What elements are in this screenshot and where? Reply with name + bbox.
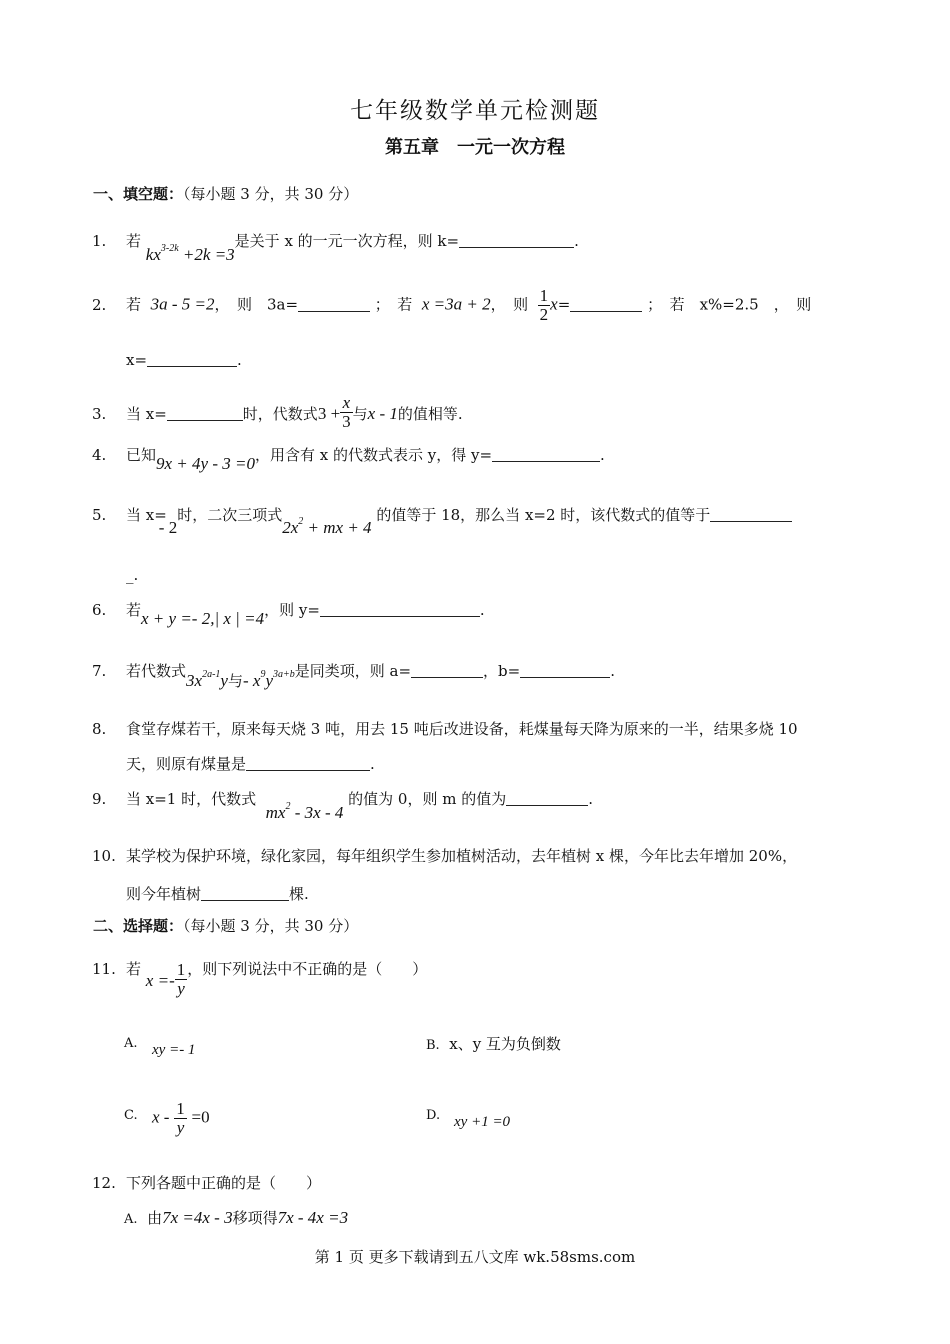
question-text: ，b= [483,662,521,680]
answer-blank[interactable] [411,663,483,678]
option-label: D. [426,1108,441,1123]
question-6 [92,599,485,628]
fraction-denominator: y [176,1118,185,1137]
option-d[interactable] [426,1105,440,1123]
question-8-line2 [126,753,375,774]
question-text: = [557,295,571,314]
math-expr: x =3a + 2 [421,294,491,314]
question-text: ， 则 3a= [214,295,299,314]
question-text: . [600,446,605,464]
math-term: + mx + 4 [307,518,372,537]
question-3 [92,394,463,431]
question-7 [92,659,615,690]
question-text: 若代数式 [126,662,187,680]
option-d-text: xy +1 =0 [454,1114,511,1130]
math-expr: x - [152,1107,170,1127]
question-number: 4. [92,446,107,464]
question-text: 的值相等. [397,405,463,423]
math-expr: 3 + [317,404,341,423]
question-text: . [610,662,615,680]
question-5-line2 [126,566,138,584]
math-term: +2k =3 [182,245,235,264]
option-c-text [152,1100,210,1137]
math-term: mx [265,803,286,822]
question-number: 2. [92,295,107,314]
fraction [538,287,551,324]
question-text: 某学校为保护环境，绿化家园，每年组织学生参加植树活动，去年植树 x 棵，今年比去年增加 20%， [126,847,798,865]
question-text: ，用含有 x 的代数式表示 y，得 y= [254,446,493,464]
question-text: . [479,601,485,619]
question-number: 12. [92,1174,116,1192]
question-text: 若 [126,295,142,314]
question-number: 7. [92,662,107,680]
question-text: 时，二次三项式 [177,506,283,524]
question-8 [92,718,798,739]
math-term: - x [242,671,261,690]
question-text: ，则 y= [264,601,320,619]
question-text: 天，则原有煤量是 [126,755,247,773]
math-exponent: 2 [285,801,291,812]
option-label: A. [124,1212,138,1227]
question-number: 3. [92,405,107,423]
fraction [174,1100,187,1137]
question-text: 的值等于 18，那么当 x=2 时，该代数式的值等于 [376,506,711,524]
question-10 [92,845,797,866]
answer-blank[interactable] [320,602,480,617]
answer-blank[interactable] [147,352,237,367]
option-b[interactable] [426,1033,561,1054]
fraction-numerator: 1 [176,1099,185,1118]
math-term: - 3x - 4 [294,803,344,822]
question-text: 的值为 0，则 m 的值为 [348,790,507,808]
math-exponent: 9 [260,669,266,680]
math-expr [282,518,371,537]
section-note: （每小题 3 分，共 30 分） [183,185,359,203]
question-text: 移项得 [232,1209,278,1227]
fraction [340,394,353,431]
math-exponent: 2a-1 [202,669,221,680]
question-number: 6. [92,601,107,619]
math-term: 3x [186,671,203,690]
question-text: 当 x= [126,405,167,423]
math-expr: x + y =- 2,| x | =4 [141,609,265,628]
question-text: . [237,351,242,369]
section-fill-blank [93,183,358,204]
math-expr: x =- [145,971,175,990]
fraction-denominator: 3 [342,412,351,431]
option-c[interactable] [124,1105,138,1123]
question-text: . [588,790,593,808]
math-term: y [220,671,228,690]
question-text: ， 则 [490,295,529,314]
question-text: 当 x= [126,506,167,524]
math-term: x [550,294,558,314]
question-text: 下列各题中正确的是（ ） [126,1174,322,1192]
math-expr [243,671,295,690]
question-2 [92,287,811,324]
question-2-line2 [126,351,242,369]
question-number: 10. [92,847,116,865]
answer-blank[interactable] [459,233,574,248]
math-expr: 3a - 5 =2 [150,294,215,314]
question-text: 若 [126,960,142,978]
fraction-denominator: y [177,979,185,998]
section-label: 二、选择题： [93,917,184,935]
question-text: x= [126,351,148,369]
question-text: . [370,755,375,773]
question-text: 时，代数式 [242,405,318,423]
fraction-numerator: x [340,394,353,413]
question-12 [92,1172,321,1193]
section-multiple-choice [93,915,358,936]
math-term: y [265,671,273,690]
answer-blank[interactable] [506,791,588,806]
math-exponent: 2 [298,516,304,527]
math-expr [186,671,228,690]
answer-blank[interactable] [167,406,243,421]
option-label: A. [124,1036,138,1051]
fraction-numerator: 1 [539,286,549,305]
page-footer: 第 1 页 更多下载请到五八文库 wk.58sms.com [314,1248,636,1266]
question-number: 1. [92,232,107,250]
fraction-denominator: 2 [539,305,549,324]
question-text: 则今年植树 [126,885,202,903]
answer-blank[interactable] [710,507,792,522]
question-text: 是同类项，则 a= [294,662,412,680]
math-expr: =0 [191,1107,210,1127]
question-number: 5. [92,506,107,524]
question-text: . [574,232,579,250]
answer-blank[interactable] [520,663,610,678]
math-exponent: 3-2k [160,243,179,254]
option-b-text: x、y 互为负倒数 [449,1035,561,1053]
question-text: 是关于 x 的一元一次方程，则 k= [234,232,460,250]
question-text: ； 若 [374,295,413,314]
math-expr: 9x + 4y - 3 =0 [156,454,255,473]
question-text: ，则下列说法中不正确的是（ ） [187,960,428,978]
answer-blank[interactable] [298,297,370,312]
math-term: kx [145,245,161,264]
option-label: B. [426,1038,440,1053]
math-expr: 7x =4x - 3 [162,1208,233,1227]
question-text: _. [126,566,139,584]
question-9 [92,787,593,822]
question-number: 11. [92,960,116,978]
fraction-numerator: 1 [176,960,186,979]
math-exponent: 3a+b [272,669,295,680]
section-note: （每小题 3 分，共 30 分） [183,917,359,935]
answer-blank[interactable] [492,447,600,462]
question-number: 8. [92,720,107,738]
page-title: 七年级数学单元检测题 [350,98,600,124]
option-a[interactable] [124,1033,138,1051]
math-expr: 7x - 4x =3 [277,1208,349,1227]
answer-blank[interactable] [201,886,289,901]
question-number: 9. [92,790,107,808]
math-term: 2x [282,518,299,537]
question-text: 若 [126,232,142,250]
question-text: 已知 [126,446,157,464]
question-10-line2 [126,883,309,904]
page-subtitle: 第五章 一元一次方程 [385,137,565,158]
question-text: 当 x=1 时，代数式 [126,790,257,808]
question-1 [92,229,579,264]
question-text: ； 若 x%=2.5 ， 则 [647,295,812,314]
question-text: 食堂存煤若干，原来每天烧 3 吨，用去 15 吨后改进设备，耗煤量每天降为原来的一半，结果多烧 10 [126,720,798,738]
math-expr [146,245,235,264]
fraction [175,961,188,998]
question-text: 与 [227,672,243,690]
math-expr [266,803,344,822]
math-expr: - 2 [158,518,178,537]
question-text: 由 [147,1209,163,1227]
question-11 [92,958,427,998]
question-text: 与 [352,405,368,423]
question-text: 若 [126,601,142,619]
answer-blank[interactable] [570,297,642,312]
question-4 [92,444,605,473]
option-a-text: xy =- 1 [152,1042,196,1058]
question-12-option-a[interactable] [124,1207,348,1228]
section-label: 一、填空题： [93,185,184,203]
question-5 [92,503,792,537]
math-expr: x - 1 [367,404,398,423]
option-label: C. [124,1108,138,1123]
question-text: 棵. [289,885,309,903]
answer-blank[interactable] [246,756,370,771]
